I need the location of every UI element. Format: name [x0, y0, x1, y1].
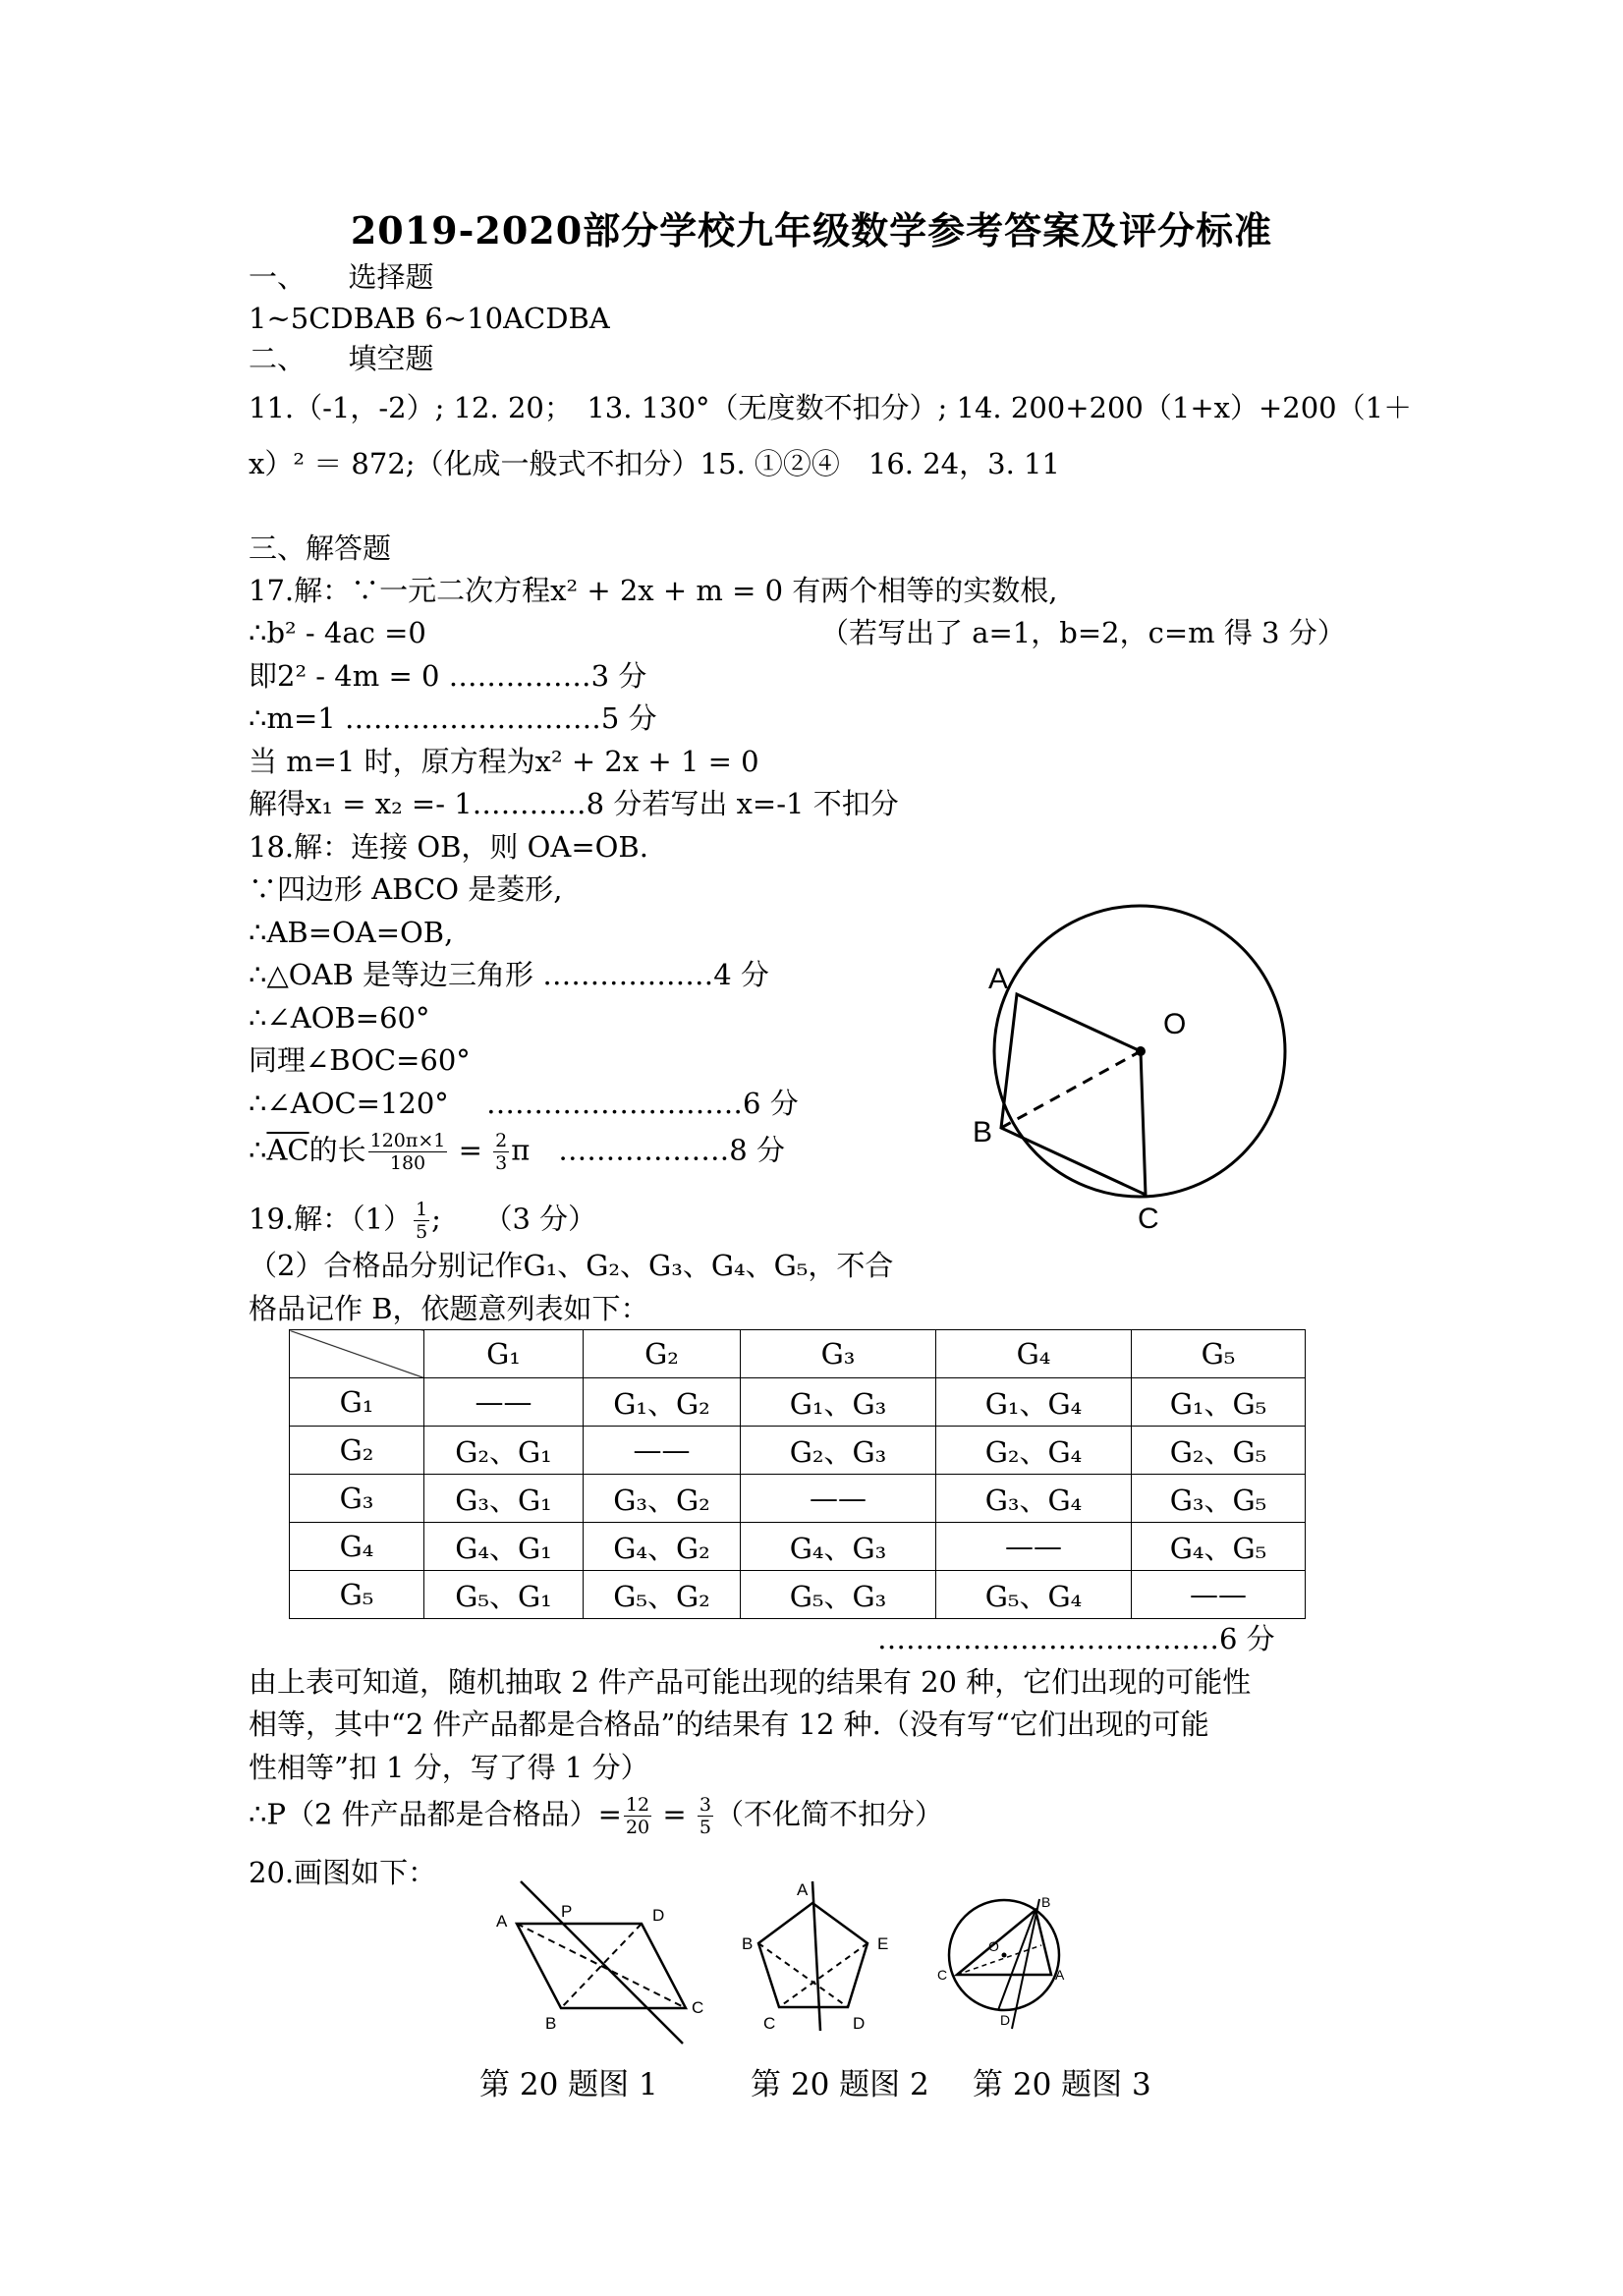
fig20-3-label-o: O — [988, 1938, 999, 1954]
fraction-one-fifth: $\frac{1}{5}$ — [416, 1199, 428, 1243]
table-corner-cell — [290, 1330, 424, 1378]
fig18-label-b: B — [973, 1116, 993, 1148]
q18-line-6: 同理∠BOC=60° — [249, 1043, 471, 1077]
q19-para-3: 性相等”扣 1 分，写了得 1 分） — [249, 1751, 649, 1784]
q17-line-5: 当 m=1 时，原方程为x² + 2x + 1 = 0 — [249, 745, 759, 778]
q17-note: （若写出了 a=1，b=2，c=m 得 3 分） — [820, 616, 1346, 649]
table-cell: G₃、G₅ — [1132, 1475, 1306, 1523]
fig20-2-label-e: E — [877, 1934, 889, 1953]
table-cell: G₁、G₅ — [1132, 1378, 1306, 1427]
q20-figure-1 — [491, 1872, 704, 2048]
caption-fig-2: 第 20 题图 2 — [751, 2067, 929, 2102]
q17-line-6: 解得x₁ = x₂ =- 1…………8 分若写出 x=-1 不扣分 — [249, 787, 899, 820]
q18-line-8: $\therefore\overline{AC}$的长 $\frac{120\pi\times 1}{180}$ = $\frac{2}{3}$ π ………………8 分 — [249, 1130, 785, 1174]
table-cell: —— — [584, 1427, 741, 1475]
fig18-label-a: A — [988, 963, 1009, 995]
q19-para-2: 相等，其中“2 件产品都是合格品”的结果有 12 种.（没有写“它们出现的可能 — [249, 1708, 1209, 1741]
table-cell: —— — [741, 1475, 936, 1523]
fig20-2-label-d: D — [853, 2014, 866, 2033]
fig20-3-label-b: B — [1041, 1894, 1051, 1910]
table-cell: G₅、G₁ — [424, 1571, 584, 1619]
outcome-table — [289, 1329, 1306, 1619]
fill-answers-line-2: x）² ＝ 872;（化成一般式不扣分）15. ①②④ 16. 24，3. 11 — [249, 447, 1060, 480]
q19-score-6: ………………………………6 分 — [877, 1622, 1275, 1655]
caption-fig-3: 第 20 题图 3 — [973, 2067, 1151, 2102]
table-cell: G₃、G₁ — [424, 1475, 584, 1523]
fig20-1-label-c: C — [692, 1998, 704, 2017]
table-cell: G₁、G₄ — [936, 1378, 1132, 1427]
table-cell: G₃、G₄ — [936, 1475, 1132, 1523]
q18-line-1: 18.解：连接 OB，则 OA=OB. — [249, 830, 648, 864]
table-cell: G₄、G₅ — [1132, 1523, 1306, 1571]
fig20-1-label-p: P — [561, 1902, 573, 1921]
fill-answers-line-1: 11.（-1，-2）; 12. 20； 13. 130°（无度数不扣分）; 14. 200+200（1+x）+200（1＋ — [249, 391, 1413, 424]
q17-line-1: 17.解：∵一元二次方程x² + 2x + m = 0 有两个相等的实数根, — [249, 574, 1058, 607]
q18-line-7: ∴∠AOC=120° ………………………6 分 — [249, 1087, 799, 1120]
choice-answers: 1~5CDBAB 6~10ACDBA — [249, 302, 610, 335]
table-cell: —— — [936, 1523, 1132, 1571]
table-header-cell: G₄ — [936, 1330, 1132, 1378]
table-cell: G₄、G₁ — [424, 1523, 584, 1571]
q18-line-2: ∵四边形 ABCO 是菱形, — [249, 872, 563, 906]
fig20-1-label-a: A — [496, 1912, 508, 1931]
table-cell: G₁、G₃ — [741, 1378, 936, 1427]
q19-probability: ∴P（2 件产品都是合格品）= $\frac{12}{20}$ = $\frac{3}{5}$ （不化简不扣分） — [249, 1794, 943, 1838]
table-cell: G₄、G₂ — [584, 1523, 741, 1571]
table-cell: G₃ — [290, 1475, 424, 1523]
fig20-3-label-c: C — [937, 1967, 948, 1983]
table-header-cell: G₁ — [424, 1330, 584, 1378]
arc-ac: $\overline{AC}$ — [266, 1133, 309, 1167]
fraction-three-fifths: $\frac{3}{5}$ — [699, 1794, 711, 1838]
table-cell: G₁、G₂ — [584, 1378, 741, 1427]
section-2-heading: 二、 填空题 — [249, 342, 434, 375]
table-cell: G₅ — [290, 1571, 424, 1619]
table-row — [290, 1378, 1306, 1427]
table-row — [290, 1475, 1306, 1523]
q20-figure-3 — [933, 1872, 1081, 2034]
fig20-3-label-d: D — [1000, 2012, 1011, 2028]
q17-line-2: ∴b² - 4ac =0 — [249, 616, 426, 649]
q18-circle-figure — [973, 904, 1297, 1238]
table-header-cell: G₅ — [1132, 1330, 1306, 1378]
q17-line-3: 即2² - 4m = 0 ……………3 分 — [249, 659, 647, 693]
section-1-heading: 一、 选择题 — [249, 260, 434, 294]
q19-para-1: 由上表可知道，随机抽取 2 件产品可能出现的结果有 20 种，它们出现的可能性 — [249, 1665, 1252, 1699]
q17-line-4: ∴m=1 ………………………5 分 — [249, 701, 657, 735]
table-row — [290, 1523, 1306, 1571]
table-cell: G₂ — [290, 1427, 424, 1475]
table-cell: G₂、G₅ — [1132, 1427, 1306, 1475]
q18-line-3: ∴AB=OA=OB, — [249, 916, 454, 949]
caption-fig-1: 第 20 题图 1 — [479, 2067, 658, 2102]
fraction-two-thirds: $\frac{2}{3}$ — [495, 1130, 508, 1174]
table-cell: G₅、G₄ — [936, 1571, 1132, 1619]
q19-line-2: （2）合格品分别记作G₁、G₂、G₃、G₄、G₅，不合 — [249, 1249, 894, 1282]
fig20-2-label-a: A — [797, 1880, 809, 1899]
table-cell: G₅、G₂ — [584, 1571, 741, 1619]
table-row — [290, 1427, 1306, 1475]
table-cell: G₄ — [290, 1523, 424, 1571]
page-title: 2019-2020部分学校九年级数学参考答案及评分标准 — [350, 208, 1273, 252]
q19-line-3: 格品记作 B，依题意列表如下： — [249, 1292, 649, 1325]
fig20-1-label-d: D — [652, 1906, 665, 1925]
fig20-2-label-b: B — [742, 1934, 754, 1953]
table-cell: G₂、G₁ — [424, 1427, 584, 1475]
fig18-label-c: C — [1138, 1203, 1159, 1235]
table-header-cell: G₃ — [741, 1330, 936, 1378]
table-cell: —— — [424, 1378, 584, 1427]
table-cell: G₂、G₃ — [741, 1427, 936, 1475]
fig18-label-o: O — [1163, 1008, 1187, 1040]
table-cell: G₁ — [290, 1378, 424, 1427]
q18-line-5: ∴∠AOB=60° — [249, 1001, 430, 1035]
q20-figure-2 — [742, 1872, 899, 2034]
fig20-1-label-b: B — [545, 2014, 557, 2033]
fraction-arc-length: $\frac{120\pi\times 1}{180}$ — [369, 1130, 446, 1174]
fig20-2-label-c: C — [763, 2014, 776, 2033]
table-cell: G₂、G₄ — [936, 1427, 1132, 1475]
table-header-row — [290, 1330, 1306, 1378]
table-row — [290, 1571, 1306, 1619]
q18-line-4: ∴△OAB 是等边三角形 ………………4 分 — [249, 958, 769, 991]
table-cell: —— — [1132, 1571, 1306, 1619]
q19-line-1: 19.解：（1） $\frac{1}{5}$ ; （3 分） — [249, 1199, 597, 1243]
q20-line-1: 20.画图如下： — [249, 1856, 437, 1889]
table-header-cell: G₂ — [584, 1330, 741, 1378]
fraction-twelve-twentieths: $\frac{12}{20}$ — [625, 1794, 650, 1838]
table-cell: G₅、G₃ — [741, 1571, 936, 1619]
table-cell: G₃、G₂ — [584, 1475, 741, 1523]
table-cell: G₄、G₃ — [741, 1523, 936, 1571]
fig20-3-label-a: A — [1055, 1967, 1065, 1983]
section-3-heading: 三、解答题 — [249, 532, 392, 565]
